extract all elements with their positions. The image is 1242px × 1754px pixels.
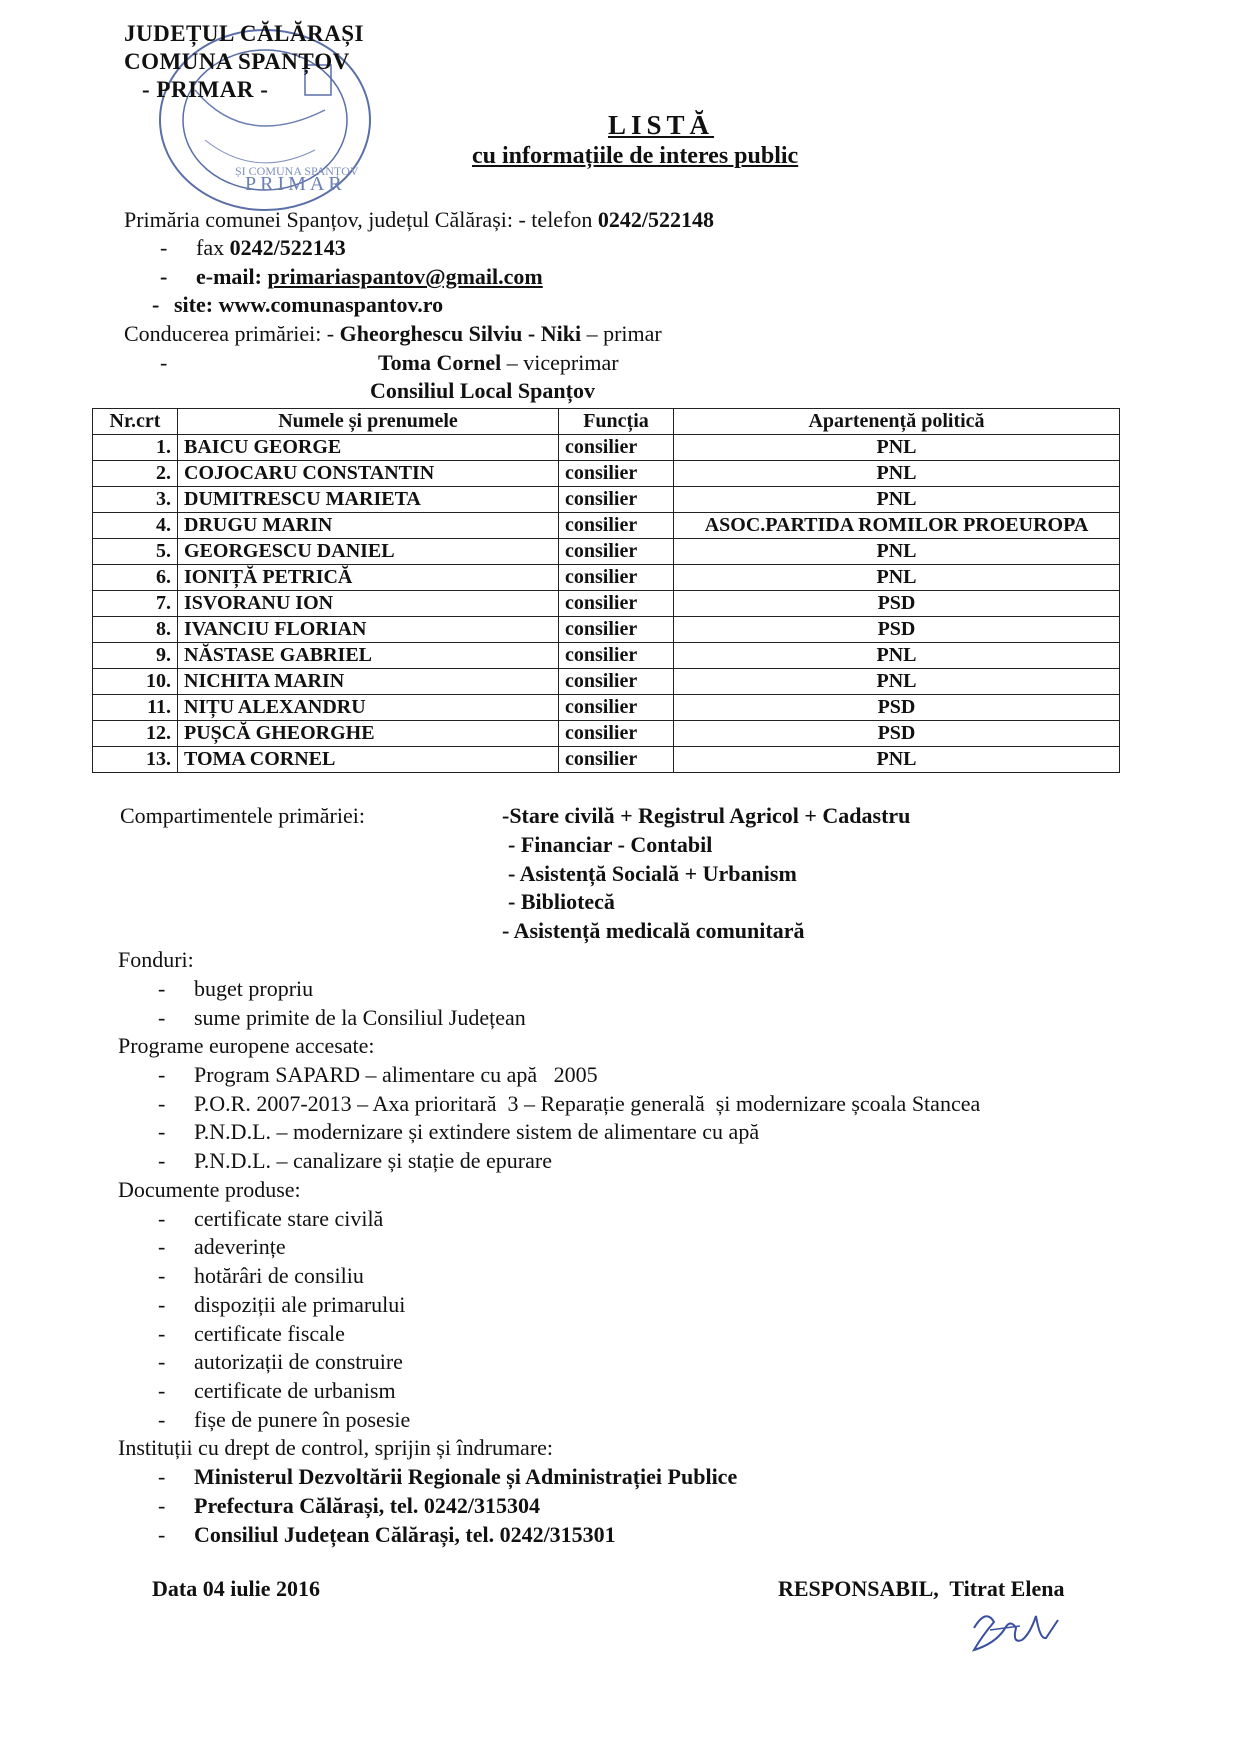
program-item: - Program SAPARD – alimentare cu apă 2005 xyxy=(158,1062,598,1087)
cell-party: PNL xyxy=(674,669,1120,695)
cell-name: DUMITRESCU MARIETA xyxy=(178,487,559,513)
cell-party: PSD xyxy=(674,617,1120,643)
department-item: - Bibliotecă xyxy=(508,889,615,914)
cell-party: PNL xyxy=(674,461,1120,487)
header-function: Funcția xyxy=(559,409,674,435)
cell-name: IONIȚĂ PETRICĂ xyxy=(178,565,559,591)
table-row xyxy=(93,539,1120,565)
table-row xyxy=(93,643,1120,669)
vice-name: Toma Cornel xyxy=(378,350,502,375)
email-link[interactable]: primariaspantov@gmail.com xyxy=(267,264,543,289)
cell-function: consilier xyxy=(559,643,674,669)
header-commune: COMUNA SPANȚOV xyxy=(124,49,350,74)
document-item: - certificate stare civilă xyxy=(158,1206,384,1231)
cell-party: ASOC.PARTIDA ROMILOR PROEUROPA xyxy=(674,513,1120,539)
departments-label: Compartimentele primăriei: xyxy=(120,803,365,828)
email-line: - e-mail: primariaspantov@gmail.com xyxy=(160,264,543,289)
site-label: site: xyxy=(174,292,214,317)
cell-nr: 10. xyxy=(93,669,178,695)
cell-name: NICHITA MARIN xyxy=(178,669,559,695)
table-row xyxy=(93,695,1120,721)
signature-icon xyxy=(960,1600,1070,1660)
leadership-line xyxy=(124,320,662,348)
program-item: - P.O.R. 2007-2013 – Axa prioritară 3 – Reparație generală și modernizare școala Stancea xyxy=(158,1091,981,1116)
fax-label: fax xyxy=(196,235,225,260)
table-row xyxy=(93,669,1120,695)
cell-function: consilier xyxy=(559,669,674,695)
department-item: - Asistență medicală comunitară xyxy=(502,918,805,943)
cell-nr: 7. xyxy=(93,591,178,617)
stamp-text-small: ȘI COMUNA SPANȚOV xyxy=(235,164,359,178)
stamp-text: PRIMAR xyxy=(245,173,346,195)
vice-role: – viceprimar xyxy=(506,350,619,375)
header-party: Apartenență politică xyxy=(674,409,1120,435)
document-date: Data 04 iulie 2016 xyxy=(152,1576,321,1601)
cell-name: NIȚU ALEXANDRU xyxy=(178,695,559,721)
programs-label: Programe europene accesate: xyxy=(118,1033,375,1058)
institution-item: - Consiliul Județean Călărași, tel. 0242/315301 xyxy=(158,1522,616,1547)
cell-name: DRUGU MARIN xyxy=(178,513,559,539)
cell-nr: 8. xyxy=(93,617,178,643)
page-subtitle: cu informațiile de interes public xyxy=(472,143,799,169)
vice-line xyxy=(378,349,619,377)
contact-intro: Primăria comunei Spanțov, județul Călărași: - telefon xyxy=(124,207,593,232)
council-table-body xyxy=(93,435,1120,773)
fund-item: - sume primite de la Consiliul Județean xyxy=(158,1005,526,1030)
council-table xyxy=(92,408,1120,773)
cell-nr: 6. xyxy=(93,565,178,591)
table-row xyxy=(93,487,1120,513)
documents-label: Documente produse: xyxy=(118,1177,301,1202)
contact-phone: 0242/522148 xyxy=(597,207,715,232)
fund-item: - buget propriu xyxy=(158,976,314,1001)
document-item: - adeverințe xyxy=(158,1234,286,1259)
cell-name: COJOCARU CONSTANTIN xyxy=(178,461,559,487)
table-row xyxy=(93,461,1120,487)
cell-nr: 3. xyxy=(93,487,178,513)
cell-nr: 9. xyxy=(93,643,178,669)
cell-party: PNL xyxy=(674,539,1120,565)
cell-party: PSD xyxy=(674,591,1120,617)
cell-party: PNL xyxy=(674,565,1120,591)
cell-function: consilier xyxy=(559,617,674,643)
responsible-line: RESPONSABIL, Titrat Elena xyxy=(778,1576,1065,1601)
table-row xyxy=(93,565,1120,591)
department-item: - Asistență Socială + Urbanism xyxy=(508,861,797,886)
cell-function: consilier xyxy=(559,435,674,461)
cell-party: PSD xyxy=(674,721,1120,747)
header-nr: Nr.crt xyxy=(93,409,178,435)
document-item: - dispoziții ale primarului xyxy=(158,1292,406,1317)
cell-nr: 12. xyxy=(93,721,178,747)
cell-nr: 13. xyxy=(93,747,178,773)
contact-line xyxy=(124,206,714,234)
document-item: - autorizații de construire xyxy=(158,1349,403,1374)
table-header-row xyxy=(93,409,1120,435)
table-row xyxy=(93,617,1120,643)
council-title: Consiliul Local Spanțov xyxy=(370,378,595,403)
fax-number: 0242/522143 xyxy=(229,235,346,260)
header-county: JUDEȚUL CĂLĂRAȘI xyxy=(124,21,364,46)
cell-party: PNL xyxy=(674,643,1120,669)
cell-function: consilier xyxy=(559,695,674,721)
cell-name: PUȘCĂ GHEORGHE xyxy=(178,721,559,747)
site-url[interactable]: www.comunaspantov.ro xyxy=(218,292,444,317)
cell-nr: 5. xyxy=(93,539,178,565)
cell-function: consilier xyxy=(559,461,674,487)
table-row xyxy=(93,591,1120,617)
cell-function: consilier xyxy=(559,747,674,773)
program-item: - P.N.D.L. – modernizare și extindere sistem de alimentare cu apă xyxy=(158,1119,760,1144)
cell-party: PNL xyxy=(674,747,1120,773)
leadership-label: Conducerea primăriei: - xyxy=(124,321,335,346)
cell-function: consilier xyxy=(559,565,674,591)
cell-party: PSD xyxy=(674,695,1120,721)
cell-name: IVANCIU FLORIAN xyxy=(178,617,559,643)
program-item: - P.N.D.L. – canalizare și stație de epurare xyxy=(158,1148,552,1173)
cell-name: GEORGESCU DANIEL xyxy=(178,539,559,565)
table-row xyxy=(93,435,1120,461)
table-row xyxy=(93,747,1120,773)
institutions-label: Instituții cu drept de control, sprijin și îndrumare: xyxy=(118,1435,554,1460)
document-item: - certificate de urbanism xyxy=(158,1378,396,1403)
cell-nr: 11. xyxy=(93,695,178,721)
cell-nr: 1. xyxy=(93,435,178,461)
institution-item: - Ministerul Dezvoltării Regionale și Administrației Publice xyxy=(158,1464,738,1489)
institution-item: - Prefectura Călărași, tel. 0242/315304 xyxy=(158,1493,541,1518)
table-row xyxy=(93,513,1120,539)
table-row xyxy=(93,721,1120,747)
cell-nr: 4. xyxy=(93,513,178,539)
page-title: LISTĂ xyxy=(608,110,715,140)
fax-line: - fax 0242/522143 xyxy=(160,235,346,260)
department-item: -Stare civilă + Registrul Agricol + Cadastru xyxy=(502,803,911,828)
funds-label: Fonduri: xyxy=(118,947,194,972)
mayor-role: – primar xyxy=(586,321,662,346)
mayor-name: Gheorghescu Silviu - Niki xyxy=(339,321,582,346)
header-role: - PRIMAR - xyxy=(142,77,269,102)
cell-nr: 2. xyxy=(93,461,178,487)
cell-name: ISVORANU ION xyxy=(178,591,559,617)
cell-name: TOMA CORNEL xyxy=(178,747,559,773)
site-line: - site: www.comunaspantov.ro xyxy=(152,292,444,317)
cell-function: consilier xyxy=(559,591,674,617)
document-item: - hotărâri de consiliu xyxy=(158,1263,364,1288)
header-name: Numele și prenumele xyxy=(178,409,559,435)
cell-name: NĂSTASE GABRIEL xyxy=(178,643,559,669)
document-item: - certificate fiscale xyxy=(158,1321,345,1346)
cell-function: consilier xyxy=(559,721,674,747)
cell-party: PNL xyxy=(674,487,1120,513)
cell-party: PNL xyxy=(674,435,1120,461)
cell-function: consilier xyxy=(559,513,674,539)
department-item: - Financiar - Contabil xyxy=(508,832,713,857)
vice-dash: - xyxy=(160,350,168,375)
cell-function: consilier xyxy=(559,539,674,565)
document-item: - fișe de punere în posesie xyxy=(158,1407,411,1432)
email-label: e-mail: xyxy=(196,264,262,289)
cell-name: BAICU GEORGE xyxy=(178,435,559,461)
cell-function: consilier xyxy=(559,487,674,513)
